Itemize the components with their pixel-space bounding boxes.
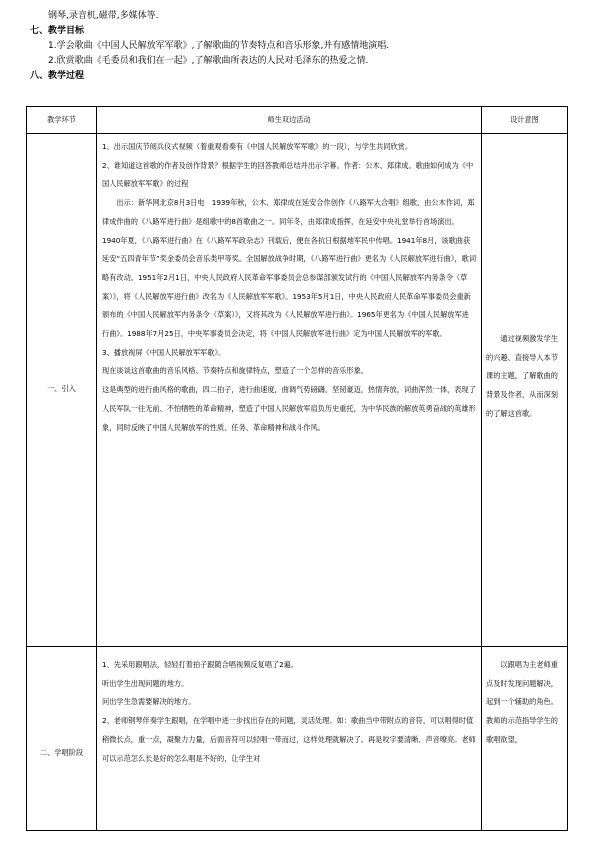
row1-activity-p5: 现在谈谈这首歌曲的音乐风格、节奏特点和旋律特点，塑造了一个怎样的音乐形象。 <box>102 366 368 376</box>
goal-2: 2.欣赏歌曲《毛委员和我们在一起》,了解歌曲所表达的人民对毛泽东的热爱之情. <box>48 56 369 66</box>
row1-activity-p1: 1、出示国庆节阅兵仪式视频（着重观看奏有《中国人民解放军军歌》的一段），与学生共同欣赏。 <box>102 142 413 151</box>
row2-activity-p1: 1、先采用跟唱法，轻轻打着拍子跟随合唱视频反复唱了2遍。 <box>102 660 299 669</box>
row1-activity-p6: 这是典型的进行曲风格的歌曲，四二拍子，进行曲速度，曲调气势磅礴，坚韧豪迈，热情奔放，词曲浑然一体，表现了人民军队一往无前、不怕牺牲的革命精神，塑造了中国人民解放军肩负历史重托，为中华民族的解放英勇奋战的英雄形象，同时反映了中国人民解放军的性质、任务、革命精神和战斗作风。 <box>102 385 476 432</box>
row2-activity-p3: 问出学生急需要解决的地方。 <box>102 697 196 707</box>
row2-activity-p2: 听出学生出现问题的地方。 <box>102 678 189 688</box>
goal-1: 1.学会歌曲《中国人民解放军军歌》,了解歌曲的节奏特点和音乐形象,并有感情地演唱. <box>48 41 390 51</box>
row1-activity-p4: 3、播放视屏《中国人民解放军军歌》。 <box>102 347 226 357</box>
row2-activity <box>102 656 476 768</box>
row1-stage: 一、引入 <box>47 384 76 393</box>
row1-activity-p2: 2、谁知道这首歌的作者及创作背景？根据学生的回答教师总结并出示字幕。作者：公木、郑律成。歌曲如何成为《中国人民解放军军歌》的过程 <box>102 160 474 189</box>
row1-activity-p3: 出示：新华网北京8月3日电 1939年秋，公木、郑律成在延安合作创作《八路军大合唱》组歌，由公木作词，郑律成作曲的《八路军进行曲》是组歌中的8首歌曲之一。同年冬，由郑律成指挥，在延安中央礼堂举行首场演出。1940年夏，《八路军进行曲》在《八路军军政杂志》刊载后，便在各抗日根据地军民中传唱。1941年8月，该歌曲获延安“五四青年节”奖金委员会音乐类甲等奖。全国解放战争时期，《八路军进行曲》更名为《人民解放军进行曲》，歌词略有改动。1951年2月1日，中央人民政府人民革命军事委员会总参谋部颁发试行的《中国人民解放军内务条令（草案）》，将《人民解放军进行曲》改名为《人民解放军军歌》。1953年5月1日，中央人民政府人民革命军事委员会重新颁布的《中国人民解放军内务条令（草案）》，又将其改为《人民解放军进行曲》。1965年更名为《中国人民解放军进行曲》。1988年7月25日，中央军事委员会决定，将《中国人民解放军进行曲》定为中国人民解放军的军歌。 <box>102 198 477 339</box>
row2-stage: 二、学唱阶段 <box>39 748 84 757</box>
header-activity: 师生双边活动 <box>267 115 311 124</box>
section-8-title: 八、教学过程 <box>30 71 85 81</box>
row2-intent: 以跟唱为主老师重点及时发现问题解决，起到一个辅助的角色。教师的示范指导学生的歌唱欲望， <box>486 660 558 744</box>
header-intent: 设计意图 <box>510 115 539 124</box>
row2-activity-p4: 2、老师钢琴伴奏学生跟唱，在学唱中进一步找出存在的问题，灵活处理。如：歌曲当中带附点的音符，可以唱得时值稍微长点，重一点，凝聚力力量，后面音符可以轻唱一带而过，这样处理就解决了。再是咬字要清晰、声音嘹亮。老师可以示范怎么长是好的怎么唱是不好的，让学生对 <box>102 716 476 763</box>
row1-activity <box>102 138 476 437</box>
section-7-title: 七、教学目标 <box>30 26 85 36</box>
materials-line: 钢琴,录音机,磁带,多媒体等. <box>48 11 159 21</box>
header-stage: 教学环节 <box>47 115 76 124</box>
row1-intent: 通过视频激发学生的兴趣、直接导入本节课的主题，了解歌曲的背景及作者，从而深刻的了解这首歌。 <box>486 334 558 418</box>
